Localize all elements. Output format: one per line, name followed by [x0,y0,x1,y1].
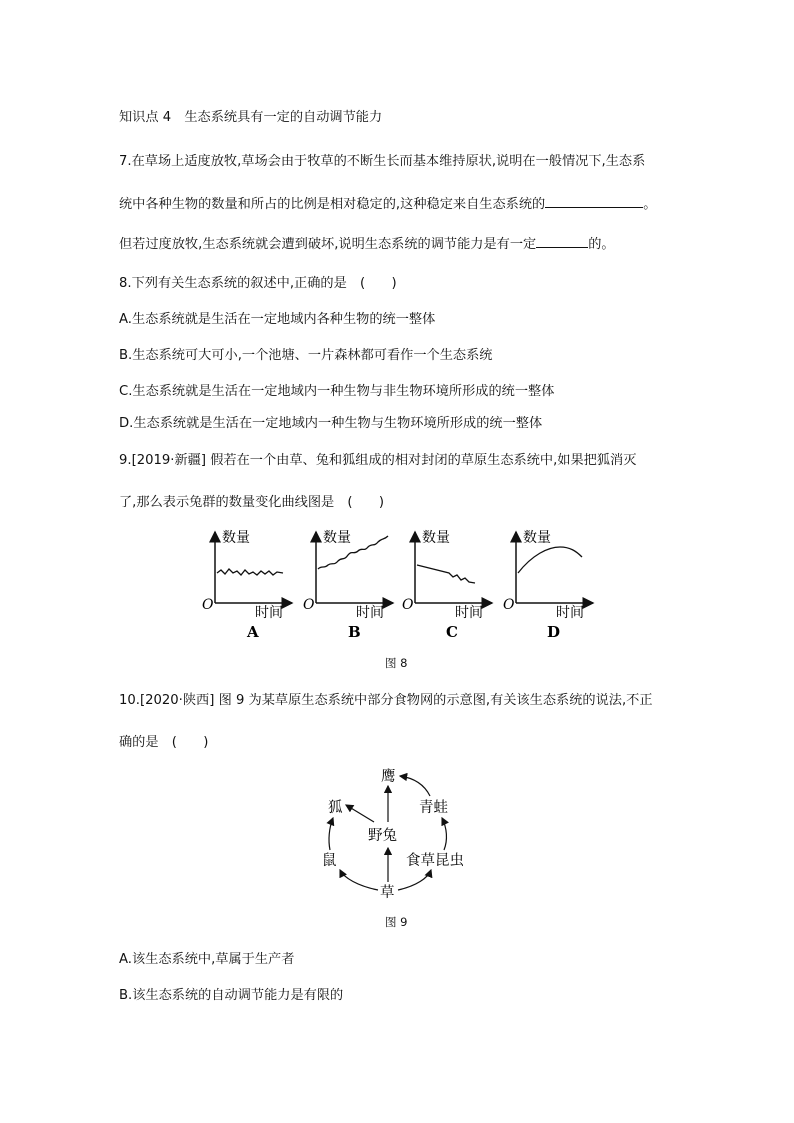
node-mouse: 鼠 [322,853,337,869]
panel-d-curve [518,547,582,573]
panel-a [202,529,292,641]
q8-option-d: D.生态系统就是生活在一定地域内一种生物与生物环境所形成的统一整体 [119,416,543,431]
panel-d-origin: O [503,597,515,613]
panel-d [503,529,593,641]
panel-b-y-label: 数量 [323,530,351,546]
panel-a-curve [217,569,283,575]
q7-line-2-text: 统中各种生物的数量和所占的比例是相对稳定的,这种稳定来自生态系统的 [119,197,546,212]
panel-a-label: A [247,623,259,641]
node-rabbit: 野兔 [368,828,397,844]
panel-a-y-label: 数量 [222,530,250,546]
q10-line-1: 10.[2020·陕西] 图 9 为某草原生态系统中部分食物网的示意图,有关该生态系统的说法,不正 [119,693,653,708]
q7-answer-blank-2[interactable] [536,233,588,248]
q10-line-2: 确的是 ( ) [119,735,209,750]
figure-9 [318,762,478,904]
q8-option-c: C.生态系统就是生活在一定地域内一种生物与非生物环境所形成的统一整体 [119,384,555,399]
figure-8-caption: 图 8 [385,656,408,670]
q10-option-b: B.该生态系统的自动调节能力是有限的 [119,988,344,1003]
q9-line-1: 9.[2019·新疆] 假若在一个由草、兔和狐组成的相对封闭的草原生态系统中,如果把狐消灭 [119,453,637,468]
panel-c [402,529,492,641]
panel-d-label: D [547,623,561,641]
node-fox: 狐 [328,800,343,816]
q8-stem: 8.下列有关生态系统的叙述中,正确的是 ( ) [119,276,397,291]
figure-9-caption: 图 9 [385,915,408,929]
q7-line-3-text: 但若过度放牧,生态系统就会遭到破坏,说明生态系统的调节能力是有一定 [119,237,537,252]
q8-option-b: B.生态系统可大可小,一个池塘、一片森林都可看作一个生态系统 [119,348,493,363]
node-grass: 草 [380,885,395,901]
node-frog: 青蛙 [419,800,448,816]
panel-c-y-label: 数量 [422,530,450,546]
panel-d-y-label: 数量 [523,530,551,546]
q7-line-3 [119,233,615,254]
q9-line-2: 了,那么表示兔群的数量变化曲线图是 ( ) [119,495,385,510]
q7-line-1: 7.在草场上适度放牧,草场会由于牧草的不断生长而基本维持原状,说明在一般情况下,生态系 [119,154,646,169]
q7-line-2 [119,193,656,214]
node-insect: 食草昆虫 [406,853,464,869]
q7-answer-blank-1[interactable] [545,193,643,208]
panel-c-label: C [446,623,458,641]
panel-a-origin: O [202,597,214,613]
section-title: 知识点 4 生态系统具有一定的自动调节能力 [119,110,383,125]
q8-option-a: A.生态系统就是生活在一定地域内各种生物的统一整体 [119,312,436,327]
panel-c-curve [417,565,475,583]
q7-line-3-end: 的。 [588,237,615,252]
panel-b-x-label: 时间 [356,605,384,621]
panel-c-x-label: 时间 [455,605,483,621]
q7-line-2-end: 。 [643,197,657,212]
panel-d-x-label: 时间 [556,605,584,621]
figure-8 [195,525,605,645]
panel-a-x-label: 时间 [255,605,283,621]
panel-b [303,529,393,641]
panel-b-label: B [348,623,361,641]
q10-option-a: A.该生态系统中,草属于生产者 [119,952,295,967]
node-eagle: 鹰 [381,769,396,785]
panel-c-origin: O [402,597,414,613]
panel-b-origin: O [303,597,315,613]
